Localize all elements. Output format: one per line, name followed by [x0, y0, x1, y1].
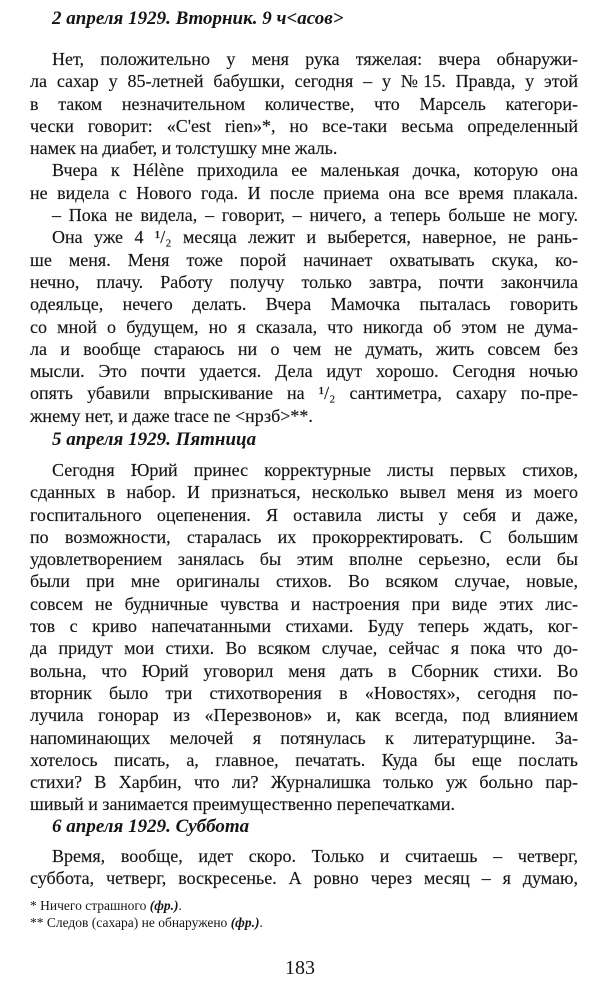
- entry-heading: 2 апреля 1929. Вторник. 9 ч<асов>: [52, 8, 344, 29]
- text-line: удовлетворением занялась бы этим вполне серьезно, если бы: [30, 549, 578, 570]
- footnote-end: .: [259, 915, 263, 930]
- page-number: 183: [285, 957, 315, 979]
- text-line: нечно, плачу. Работу получу только завтра, почти закончила: [30, 271, 578, 292]
- paragraph: [30, 159, 578, 204]
- entry-body: [30, 48, 578, 427]
- entry-body: [30, 845, 578, 890]
- text-line: чески говорит: «C'est rien»*, но все-таки весьма определенный: [30, 115, 578, 136]
- text-line: тов с криво напечатанными стихами. Буду теперь ждать, ког-: [30, 616, 578, 637]
- paragraph: [30, 204, 578, 226]
- text-line: суббота, четверг, воскресенье. А ровно через месяц – я думаю,: [30, 868, 578, 889]
- text-line: Время, вообще, идет скоро. Только и считаешь – четверг,: [52, 846, 578, 866]
- text-line: по возможности, старалась их прокорректировать. С большим: [30, 526, 578, 547]
- text-line: напоминающих мелочей я потянулась к литературщине. За-: [30, 727, 578, 748]
- text-line: не видела с Нового года. И после приема она все время плакала.: [30, 182, 578, 203]
- entry-heading: 5 апреля 1929. Пятница: [52, 429, 257, 450]
- footnote-language-note: (фр.): [230, 915, 260, 930]
- text-line: намек на диабет, и толстушку мне жаль.: [30, 138, 338, 159]
- entry-body: [30, 459, 578, 816]
- text-line: сданных в набор. И признаться, несколько вывел меня из моего: [30, 482, 578, 503]
- footnote-language-note: (фр.): [149, 898, 179, 913]
- footnote-text: * Ничего страшного: [30, 898, 150, 913]
- text-line: Она уже 4 ¹/₂ месяца лежит и выберется, наверное, не рань-: [52, 227, 578, 248]
- text-line: жнему нет, и даже trace ne <нрзб>**.: [30, 405, 313, 426]
- text-line: Вчера к Hélène приходила ее маленькая дочка, которую она: [52, 160, 578, 181]
- footnote: [30, 897, 182, 914]
- text-line: Нет, положительно у меня рука тяжелая: вчера обнаружи-: [52, 49, 578, 69]
- text-line: одеяльце, нечего делать. Вчера Мамочка пыталась говорить: [30, 294, 578, 315]
- footnote-text: ** Следов (сахара) не обнаружено: [30, 915, 231, 930]
- paragraph: [30, 48, 578, 159]
- text-line: шивый и занимается преимущественно перепечатками.: [30, 794, 455, 815]
- text-line: госпитального оцепенения. Я оставила листы у себя и даже,: [30, 504, 578, 525]
- paragraph: [30, 845, 578, 890]
- text-line: опять убавили впрыскивание на ¹/₂ сантиметра, сахару по-пре-: [30, 383, 578, 404]
- text-line: вольна, что Юрий уговорил меня дать в Сборник стихи. Во: [30, 660, 578, 681]
- text-line: – Пока не видела, – говорит, – ничего, а теперь больше не могу.: [52, 205, 578, 226]
- text-line: мысли. Это почти удается. Дела идут хорошо. Сегодня ночью: [30, 361, 578, 382]
- paragraph: [30, 459, 578, 816]
- text-line: в таком незначительном количестве, что Марсель категори-: [30, 93, 578, 114]
- paragraph: [30, 226, 578, 427]
- text-line: хотелось писать, а, главное, печатать. Куда бы еще послать: [30, 749, 578, 770]
- footnote-end: .: [178, 898, 182, 913]
- entry-heading: 6 апреля 1929. Суббота: [52, 816, 250, 837]
- text-line: ше меня. Меня тоже порой начинает охватывать скука, ко-: [30, 249, 578, 270]
- text-line: со мной о будущем, но я сказала, что никогда об этом не дума-: [30, 316, 578, 337]
- text-line: совсем не будничные чувства и настроения при виде этих лис-: [30, 593, 578, 614]
- footnote: [30, 914, 263, 931]
- text-line: лучила гонорар из «Перезвонов» и, как всегда, под влиянием: [30, 705, 578, 726]
- text-line: вторник было три стихотворения в «Новостях», сегодня по-: [30, 682, 578, 703]
- text-line: ла и вообще стараюсь ни о чем не думать, жить совсем без: [30, 338, 578, 359]
- text-line: ла сахар у 85-летней бабушки, сегодня – у №15. Правда, у этой: [30, 71, 578, 92]
- text-line: были при мне оригиналы стихов. Во всяком случае, новые,: [30, 571, 578, 592]
- text-line: да придут мои стихи. Во всяком случае, сейчас я пока что до-: [30, 638, 578, 659]
- text-line: стихи? В Харбин, что ли? Журналишка только уж больно пар-: [30, 772, 578, 793]
- text-line: Сегодня Юрий принес корректурные листы первых стихов,: [52, 460, 578, 480]
